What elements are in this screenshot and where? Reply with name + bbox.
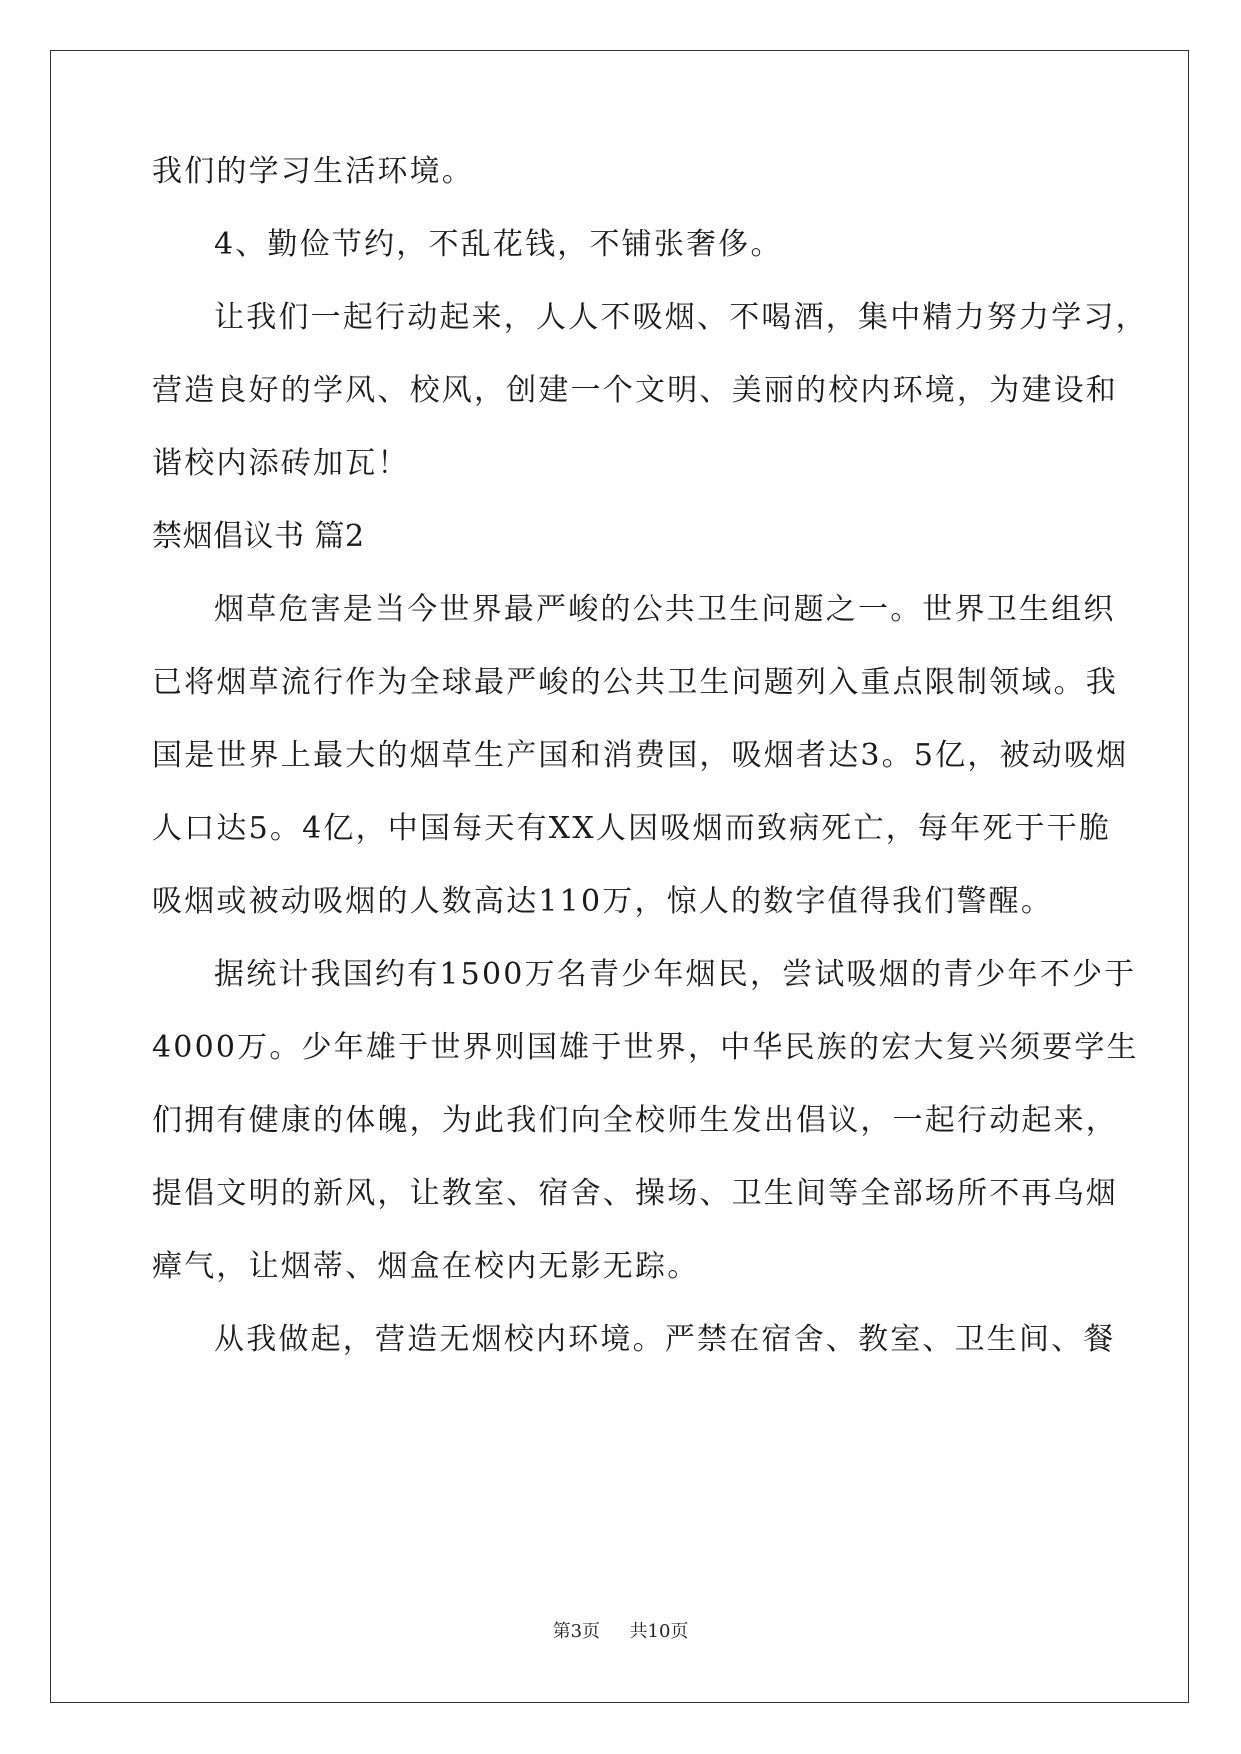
section-heading: 禁烟倡议书 篇2 bbox=[152, 519, 365, 554]
paragraph-line: 提倡文明的新风，让教室、宿舍、操场、卫生间等全部场所不再乌烟 bbox=[152, 1176, 1118, 1211]
paragraph-line: 4000万。少年雄于世界则国雄于世界，中华民族的宏大复兴须要学生 bbox=[152, 1030, 1139, 1065]
page-footer bbox=[0, 1620, 1241, 1644]
paragraph-line: 让我们一起行动起来，人人不吸烟、不喝酒，集中精力努力学习， bbox=[214, 300, 1148, 335]
paragraph-line: 据统计我国约有1500万名青少年烟民，尝试吸烟的青少年不少于 bbox=[214, 957, 1137, 992]
paragraph-line: 谐校内添砖加瓦！ bbox=[152, 446, 410, 481]
page-total: 共10页 bbox=[629, 1621, 689, 1642]
body-line: 我们的学习生活环境。 bbox=[152, 154, 474, 189]
paragraph-line: 国是世界上最大的烟草生产国和消费国，吸烟者达3。5亿，被动吸烟 bbox=[152, 738, 1129, 773]
paragraph-line: 营造良好的学风、校风，创建一个文明、美丽的校内环境，为建设和 bbox=[152, 373, 1118, 408]
paragraph-line: 人口达5。4亿，中国每天有XX人因吸烟而致病死亡，每年死于干脆 bbox=[152, 811, 1112, 846]
paragraph-line: 从我做起，营造无烟校内环境。严禁在宿舍、教室、卫生间、餐 bbox=[214, 1322, 1116, 1357]
paragraph-line: 瘴气，让烟蒂、烟盒在校内无影无踪。 bbox=[152, 1249, 700, 1284]
paragraph-line: 已将烟草流行作为全球最严峻的公共卫生问题列入重点限制领域。我 bbox=[152, 665, 1118, 700]
page-number: 第3页 bbox=[552, 1621, 601, 1642]
list-item-4: 4、勤俭节约，不乱花钱，不铺张奢侈。 bbox=[214, 227, 783, 262]
paragraph-line: 们拥有健康的体魄，为此我们向全校师生发出倡议，一起行动起来， bbox=[152, 1103, 1118, 1138]
paragraph-line: 烟草危害是当今世界最严峻的公共卫生问题之一。世界卫生组织 bbox=[214, 592, 1116, 627]
paragraph-line: 吸烟或被动吸烟的人数高达110万，惊人的数字值得我们警醒。 bbox=[152, 884, 1054, 919]
